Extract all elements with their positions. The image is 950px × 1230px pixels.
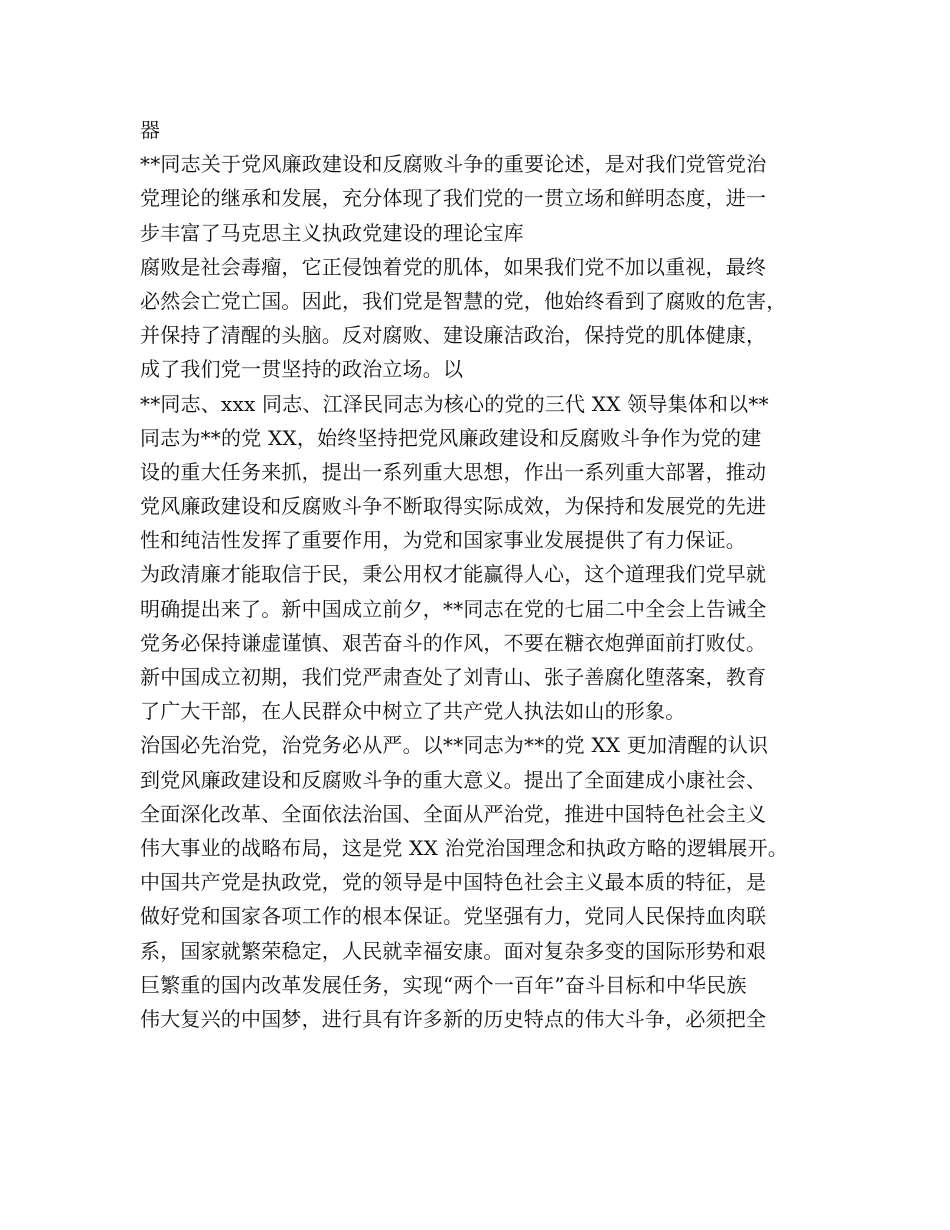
text-line: 伟大事业的战略布局，这是党 XX 治党治国理念和执政方略的逻辑展开。 — [140, 835, 788, 860]
text-line: 必然会亡党亡国。因此，我们党是智慧的党，他始终看到了腐败的危害， — [140, 288, 787, 313]
text-line: 设的重大任务来抓，提出一系列重大思想，作出一系列重大部署，推动 — [140, 459, 767, 484]
text-line: **同志关于党风廉政建设和反腐败斗争的重要论述，是对我们党管党治 — [140, 152, 767, 177]
text-line: 治国必先治党，治党务必从严。以**同志为**的党 XX 更加清醒的认识 — [140, 733, 769, 758]
text-line: 巨繁重的国内改革发展任务，实现“两个一百年”奋斗目标和中华民族 — [140, 972, 747, 997]
text-line: 中国共产党是执政党，党的领导是中国特色社会主义最本质的特征，是 — [140, 870, 767, 895]
text-line: 到党风廉政建设和反腐败斗争的重大意义。提出了全面建成小康社会、 — [140, 767, 767, 792]
text-line: 全面深化改革、全面依法治国、全面从严治党，推进中国特色社会主义 — [140, 801, 767, 826]
document-body — [140, 113, 840, 1036]
text-line: 了广大干部，在人民群众中树立了共产党人执法如山的形象。 — [140, 699, 686, 724]
text-line: 明确提出来了。新中国成立前夕，**同志在党的七届二中全会上告诫全 — [140, 596, 767, 621]
text-line: 性和纯洁性发挥了重要作用，为党和国家事业发展提供了有力保证。 — [140, 528, 746, 553]
text-line: **同志、xxx 同志、江泽民同志为核心的党的三代 XX 领导集体和以** — [140, 391, 769, 416]
text-line: 伟大复兴的中国梦，进行具有许多新的历史特点的伟大斗争，必须把全 — [140, 1006, 767, 1031]
text-line: 为政清廉才能取信于民，秉公用权才能赢得人心，这个道理我们党早就 — [140, 562, 767, 587]
text-line: 做好党和国家各项工作的根本保证。党坚强有力，党同人民保持血肉联 — [140, 904, 767, 929]
text-line: 步丰富了马克思主义执政党建设的理论宝库 — [140, 220, 524, 245]
text-line: 新中国成立初期，我们党严肃查处了刘青山、张子善腐化堕落案，教育 — [140, 665, 767, 689]
text-line: 并保持了清醒的头脑。反对腐败、建设廉洁政治，保持党的肌体健康， — [140, 323, 767, 348]
text-line: 同志为**的党 XX，始终坚持把党风廉政建设和反腐败斗争作为党的建 — [140, 425, 762, 450]
text-line: 成了我们党一贯坚持的政治立场。以 — [140, 357, 464, 382]
text-line: 腐败是社会毒瘤，它正侵蚀着党的肌体，如果我们党不加以重视，最终 — [140, 254, 767, 279]
text-line: 党理论的继承和发展，充分体现了我们党的一贯立场和鲜明态度，进一 — [140, 186, 767, 211]
text-line: 党风廉政建设和反腐败斗争不断取得实际成效，为保持和发展党的先进 — [140, 494, 767, 519]
text-line: 器 — [140, 118, 161, 142]
text-line: 党务必保持谦虚谨慎、艰苦奋斗的作风，不要在糖衣炮弹面前打败仗。 — [140, 630, 767, 655]
text-line: 系，国家就繁荣稳定，人民就幸福安康。面对复杂多变的国际形势和艰 — [140, 938, 767, 963]
